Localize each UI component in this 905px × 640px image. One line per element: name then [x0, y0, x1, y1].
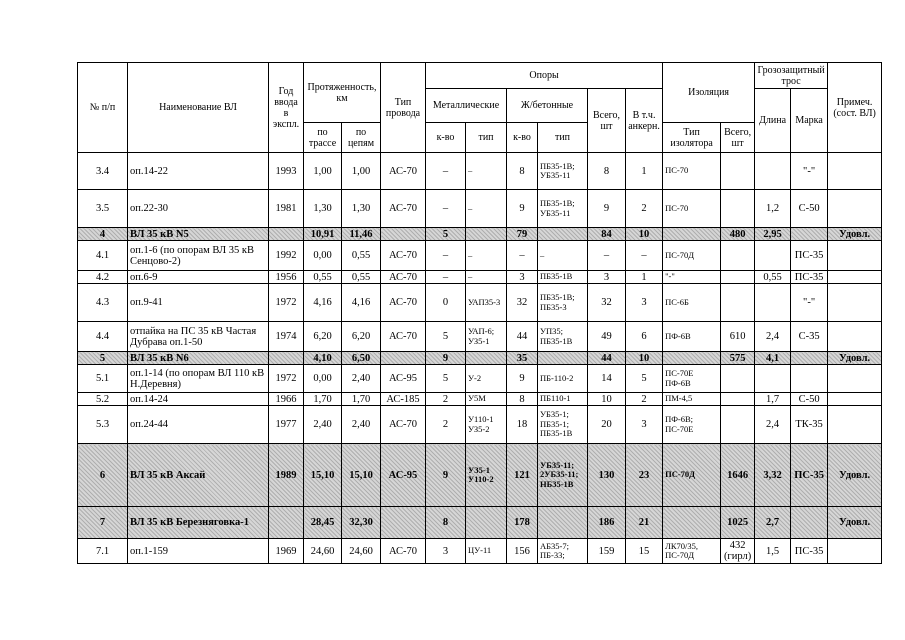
cell-circ: 24,60	[342, 539, 381, 564]
cell-circ: 2,40	[342, 365, 381, 393]
header-wire: Тип провода	[381, 63, 426, 153]
cell-name: оп.1-6 (по опорам ВЛ 35 кВ Сенцово-2)	[128, 241, 269, 271]
cell-c-q: 79	[507, 228, 538, 241]
cell-note: Удовл.	[828, 444, 882, 507]
cell-ins-n	[721, 393, 755, 406]
header-anchor: В т.ч. анкерн.	[626, 89, 663, 153]
cell-anchor: 2	[626, 190, 663, 228]
cell-total: 10	[588, 393, 626, 406]
cell-c-q: 178	[507, 507, 538, 539]
cell-year: 1972	[269, 284, 304, 322]
cell-c-t: ПБ110-1	[538, 393, 588, 406]
cell-c-t: ПБ35-1В	[538, 271, 588, 284]
cell-note	[828, 153, 882, 190]
cell-m-t: –	[466, 190, 507, 228]
table-row	[78, 365, 882, 393]
cell-name: оп.6-9	[128, 271, 269, 284]
cell-num: 3.5	[78, 190, 128, 228]
cell-route: 1,00	[304, 153, 342, 190]
cell-route: 2,40	[304, 406, 342, 444]
cell-wire: АС-185	[381, 393, 426, 406]
cell-num: 3.4	[78, 153, 128, 190]
cell-m-t: УАП-6; УЗ5-1	[466, 322, 507, 352]
cell-c-q: 9	[507, 365, 538, 393]
cell-year: 1974	[269, 322, 304, 352]
cell-anchor: 21	[626, 507, 663, 539]
cell-route: 0,00	[304, 241, 342, 271]
cell-total: 159	[588, 539, 626, 564]
cell-circ: 0,55	[342, 271, 381, 284]
cell-c-q: 35	[507, 352, 538, 365]
cell-gw-b	[791, 228, 828, 241]
cell-num: 5.1	[78, 365, 128, 393]
cell-gw-l: 2,4	[755, 322, 791, 352]
table-row	[78, 352, 882, 365]
cell-note	[828, 322, 882, 352]
cell-year: 1989	[269, 444, 304, 507]
cell-year: 1981	[269, 190, 304, 228]
cell-c-t	[538, 228, 588, 241]
cell-m-q: –	[426, 271, 466, 284]
cell-year: 1969	[269, 539, 304, 564]
header-metal-qty: к-во	[426, 123, 466, 153]
cell-anchor: 3	[626, 284, 663, 322]
cell-year: 1966	[269, 393, 304, 406]
cell-c-t: УБ35-11; 2УБ35-11; НБ35-1В	[538, 444, 588, 507]
cell-wire: АС-95	[381, 444, 426, 507]
cell-c-q: 8	[507, 153, 538, 190]
cell-ins-t: ПС-70Е ПФ-6В	[663, 365, 721, 393]
cell-circ: 6,20	[342, 322, 381, 352]
cell-num: 5	[78, 352, 128, 365]
table-body	[78, 153, 882, 564]
cell-gw-l: 1,2	[755, 190, 791, 228]
cell-circ: 11,46	[342, 228, 381, 241]
cell-m-t	[466, 228, 507, 241]
cell-wire: АС-70	[381, 322, 426, 352]
cell-ins-n	[721, 365, 755, 393]
cell-total: 32	[588, 284, 626, 322]
cell-total: 84	[588, 228, 626, 241]
cell-ins-n	[721, 153, 755, 190]
header-length-route: по трассе	[304, 123, 342, 153]
cell-total: 44	[588, 352, 626, 365]
cell-ins-t: ПС-70	[663, 190, 721, 228]
cell-year: 1972	[269, 365, 304, 393]
cell-wire: АС-70	[381, 539, 426, 564]
cell-c-q: 18	[507, 406, 538, 444]
cell-total: 9	[588, 190, 626, 228]
cell-gw-b: ПС-35	[791, 241, 828, 271]
cell-num: 5.3	[78, 406, 128, 444]
cell-note: Удовл.	[828, 352, 882, 365]
cell-name: оп.1-159	[128, 539, 269, 564]
header-note: Примеч. (сост. ВЛ)	[828, 63, 882, 153]
cell-circ: 1,30	[342, 190, 381, 228]
cell-ins-n	[721, 271, 755, 284]
cell-gw-l: 3,32	[755, 444, 791, 507]
cell-route: 1,70	[304, 393, 342, 406]
cell-name: оп.9-41	[128, 284, 269, 322]
cell-num: 4.4	[78, 322, 128, 352]
cell-route: 4,10	[304, 352, 342, 365]
cell-year	[269, 352, 304, 365]
cell-name: оп.24-44	[128, 406, 269, 444]
cell-total: –	[588, 241, 626, 271]
cell-gw-b	[791, 507, 828, 539]
cell-route: 1,30	[304, 190, 342, 228]
cell-route: 4,16	[304, 284, 342, 322]
cell-ins-n: 610	[721, 322, 755, 352]
cell-num: 7	[78, 507, 128, 539]
cell-year: 1992	[269, 241, 304, 271]
cell-c-t	[538, 352, 588, 365]
table-row	[78, 406, 882, 444]
cell-note	[828, 393, 882, 406]
table-row	[78, 271, 882, 284]
cell-num: 4.2	[78, 271, 128, 284]
table-row	[78, 190, 882, 228]
cell-m-t: –	[466, 153, 507, 190]
cell-anchor: 15	[626, 539, 663, 564]
table-row	[78, 507, 882, 539]
cell-m-q: 8	[426, 507, 466, 539]
cell-circ: 32,30	[342, 507, 381, 539]
cell-anchor: –	[626, 241, 663, 271]
cell-name: оп.1-14 (по опорам ВЛ 110 кВ Н.Деревня)	[128, 365, 269, 393]
cell-ins-t: ПФ-6В	[663, 322, 721, 352]
cell-ins-t: ПМ-4,5	[663, 393, 721, 406]
cell-m-q: –	[426, 190, 466, 228]
cell-ins-t	[663, 228, 721, 241]
cell-wire: АС-70	[381, 271, 426, 284]
cell-note	[828, 539, 882, 564]
cell-c-t: УБ35-1; ПБ35-1; ПБ35-1В	[538, 406, 588, 444]
cell-ins-t: ПС-6Б	[663, 284, 721, 322]
cell-gw-b: "-"	[791, 284, 828, 322]
cell-name: ВЛ 35 кВ N5	[128, 228, 269, 241]
cell-gw-b: ПС-35	[791, 539, 828, 564]
cell-wire: АС-70	[381, 284, 426, 322]
cell-anchor: 10	[626, 352, 663, 365]
cell-m-t: У110-1 УЗ5-2	[466, 406, 507, 444]
cell-m-t: –	[466, 271, 507, 284]
cell-ins-n	[721, 284, 755, 322]
cell-year: 1993	[269, 153, 304, 190]
cell-gw-b: ПС-35	[791, 271, 828, 284]
cell-ins-t: ПС-70Д	[663, 241, 721, 271]
cell-gw-l: 1,5	[755, 539, 791, 564]
cell-gw-b: С-50	[791, 190, 828, 228]
cell-c-q: 44	[507, 322, 538, 352]
cell-m-q: 0	[426, 284, 466, 322]
cell-note	[828, 365, 882, 393]
cell-c-t: –	[538, 241, 588, 271]
header-concrete-qty: к-во	[507, 123, 538, 153]
cell-gw-l: 2,4	[755, 406, 791, 444]
cell-wire: АС-95	[381, 365, 426, 393]
cell-ins-t: ПФ-6В; ПС-70Е	[663, 406, 721, 444]
cell-c-t: ПБ-110-2	[538, 365, 588, 393]
cell-name: отпайка на ПС 35 кВ Частая Дубрава оп.1-50	[128, 322, 269, 352]
cell-ins-n: 432 (гирл)	[721, 539, 755, 564]
cell-total: 186	[588, 507, 626, 539]
cell-c-t	[538, 507, 588, 539]
cell-m-q: 5	[426, 365, 466, 393]
header-ins-total: Всего, шт	[721, 123, 755, 153]
cell-c-t: ПБ35-1В; ПБ35-3	[538, 284, 588, 322]
cell-route: 6,20	[304, 322, 342, 352]
cell-circ: 15,10	[342, 444, 381, 507]
header-ins-type: Тип изолятора	[663, 123, 721, 153]
header-metal-type: тип	[466, 123, 507, 153]
cell-m-t: УАП35-3	[466, 284, 507, 322]
cell-gw-b	[791, 352, 828, 365]
table-row	[78, 241, 882, 271]
cell-circ: 2,40	[342, 406, 381, 444]
cell-c-q: 3	[507, 271, 538, 284]
cell-gw-b	[791, 365, 828, 393]
cell-note	[828, 271, 882, 284]
cell-m-q: 2	[426, 393, 466, 406]
cell-route: 24,60	[304, 539, 342, 564]
cell-anchor: 3	[626, 406, 663, 444]
cell-total: 8	[588, 153, 626, 190]
vl-table	[77, 62, 882, 564]
cell-c-t: УП35; ПБ35-1В	[538, 322, 588, 352]
cell-note	[828, 241, 882, 271]
cell-anchor: 1	[626, 153, 663, 190]
cell-ins-n	[721, 241, 755, 271]
cell-route: 0,55	[304, 271, 342, 284]
cell-wire	[381, 507, 426, 539]
cell-route: 15,10	[304, 444, 342, 507]
cell-total: 3	[588, 271, 626, 284]
cell-gw-l	[755, 365, 791, 393]
cell-gw-l: 1,7	[755, 393, 791, 406]
header-insulation: Изоляция	[663, 63, 755, 123]
cell-name: ВЛ 35 кВ Березняговка-1	[128, 507, 269, 539]
cell-wire	[381, 228, 426, 241]
cell-year	[269, 507, 304, 539]
cell-ins-t	[663, 507, 721, 539]
cell-circ: 6,50	[342, 352, 381, 365]
cell-gw-l: 4,1	[755, 352, 791, 365]
cell-m-q: 3	[426, 539, 466, 564]
cell-gw-l	[755, 241, 791, 271]
cell-total: 20	[588, 406, 626, 444]
table-row	[78, 393, 882, 406]
table-row	[78, 322, 882, 352]
cell-note	[828, 406, 882, 444]
cell-ins-t	[663, 352, 721, 365]
header-gw-length: Длина	[755, 89, 791, 153]
cell-gw-b: С-50	[791, 393, 828, 406]
cell-ins-t: ЛК70/35, ПС-70Д	[663, 539, 721, 564]
cell-gw-l	[755, 153, 791, 190]
cell-num: 6	[78, 444, 128, 507]
header-concrete-type: тип	[538, 123, 588, 153]
cell-route: 0,00	[304, 365, 342, 393]
cell-note: Удовл.	[828, 228, 882, 241]
header-supports: Опоры	[426, 63, 663, 89]
cell-total: 130	[588, 444, 626, 507]
header-metal: Металлические	[426, 89, 507, 123]
cell-wire: АС-70	[381, 241, 426, 271]
cell-c-q: 8	[507, 393, 538, 406]
cell-wire	[381, 352, 426, 365]
cell-anchor: 6	[626, 322, 663, 352]
cell-wire: АС-70	[381, 406, 426, 444]
cell-ins-n	[721, 190, 755, 228]
cell-name: ВЛ 35 кВ N6	[128, 352, 269, 365]
cell-total: 49	[588, 322, 626, 352]
header-ground-wire: Грозозащитный трос	[755, 63, 828, 89]
table-row	[78, 284, 882, 322]
header-gw-brand: Марка	[791, 89, 828, 153]
cell-year	[269, 228, 304, 241]
header-num: № п/п	[78, 63, 128, 153]
cell-m-q: 5	[426, 322, 466, 352]
cell-gw-b: С-35	[791, 322, 828, 352]
cell-circ: 1,70	[342, 393, 381, 406]
cell-num: 5.2	[78, 393, 128, 406]
cell-name: оп.14-24	[128, 393, 269, 406]
cell-m-q: –	[426, 153, 466, 190]
cell-num: 4	[78, 228, 128, 241]
cell-c-t: АБ35-7; ПБ-33;	[538, 539, 588, 564]
cell-ins-n: 1025	[721, 507, 755, 539]
cell-route: 28,45	[304, 507, 342, 539]
cell-m-q: 9	[426, 444, 466, 507]
cell-c-q: 121	[507, 444, 538, 507]
header-name: Наименование ВЛ	[128, 63, 269, 153]
cell-m-t: У-2	[466, 365, 507, 393]
cell-circ: 4,16	[342, 284, 381, 322]
cell-c-q: 32	[507, 284, 538, 322]
cell-m-t: У5М	[466, 393, 507, 406]
cell-ins-t: "-"	[663, 271, 721, 284]
cell-total: 14	[588, 365, 626, 393]
table-row	[78, 228, 882, 241]
cell-year: 1977	[269, 406, 304, 444]
cell-circ: 0,55	[342, 241, 381, 271]
cell-circ: 1,00	[342, 153, 381, 190]
cell-num: 4.3	[78, 284, 128, 322]
cell-gw-b: "-"	[791, 153, 828, 190]
cell-anchor: 5	[626, 365, 663, 393]
cell-m-t: ЦУ-11	[466, 539, 507, 564]
cell-m-t: –	[466, 241, 507, 271]
cell-c-t: ПБ35-1В; УБ35-11	[538, 190, 588, 228]
table-row	[78, 539, 882, 564]
cell-name: оп.14-22	[128, 153, 269, 190]
cell-gw-l	[755, 284, 791, 322]
cell-year: 1956	[269, 271, 304, 284]
cell-m-q: 5	[426, 228, 466, 241]
cell-m-q: 2	[426, 406, 466, 444]
header-length-circuits: по цепям	[342, 123, 381, 153]
cell-ins-n	[721, 406, 755, 444]
cell-ins-t: ПС-70	[663, 153, 721, 190]
cell-name: ВЛ 35 кВ Аксай	[128, 444, 269, 507]
cell-c-q: 156	[507, 539, 538, 564]
cell-wire: АС-70	[381, 190, 426, 228]
cell-m-q: –	[426, 241, 466, 271]
header-length: Протяженность, км	[304, 63, 381, 123]
header-concrete: Ж/бетонные	[507, 89, 588, 123]
cell-anchor: 10	[626, 228, 663, 241]
cell-note: Удовл.	[828, 507, 882, 539]
cell-num: 7.1	[78, 539, 128, 564]
cell-gw-l: 2,7	[755, 507, 791, 539]
cell-anchor: 1	[626, 271, 663, 284]
cell-gw-l: 0,55	[755, 271, 791, 284]
cell-anchor: 23	[626, 444, 663, 507]
cell-num: 4.1	[78, 241, 128, 271]
cell-route: 10,91	[304, 228, 342, 241]
cell-gw-b: ТК-35	[791, 406, 828, 444]
table-row	[78, 444, 882, 507]
cell-anchor: 2	[626, 393, 663, 406]
cell-m-t	[466, 507, 507, 539]
cell-ins-n: 575	[721, 352, 755, 365]
cell-ins-n: 480	[721, 228, 755, 241]
cell-name: оп.22-30	[128, 190, 269, 228]
cell-wire: АС-70	[381, 153, 426, 190]
cell-c-q: 9	[507, 190, 538, 228]
cell-ins-n: 1646	[721, 444, 755, 507]
cell-note	[828, 190, 882, 228]
cell-m-t: УЗ5-1 У110-2	[466, 444, 507, 507]
cell-m-q: 9	[426, 352, 466, 365]
cell-note	[828, 284, 882, 322]
header-year: Год ввода в экспл.	[269, 63, 304, 153]
table-row	[78, 153, 882, 190]
cell-gw-b: ПС-35	[791, 444, 828, 507]
cell-gw-l: 2,95	[755, 228, 791, 241]
cell-c-q: –	[507, 241, 538, 271]
cell-c-t: ПБ35-1В; УБ35-11	[538, 153, 588, 190]
cell-ins-t: ПС-70Д	[663, 444, 721, 507]
cell-m-t	[466, 352, 507, 365]
header-total: Всего, шт	[588, 89, 626, 153]
